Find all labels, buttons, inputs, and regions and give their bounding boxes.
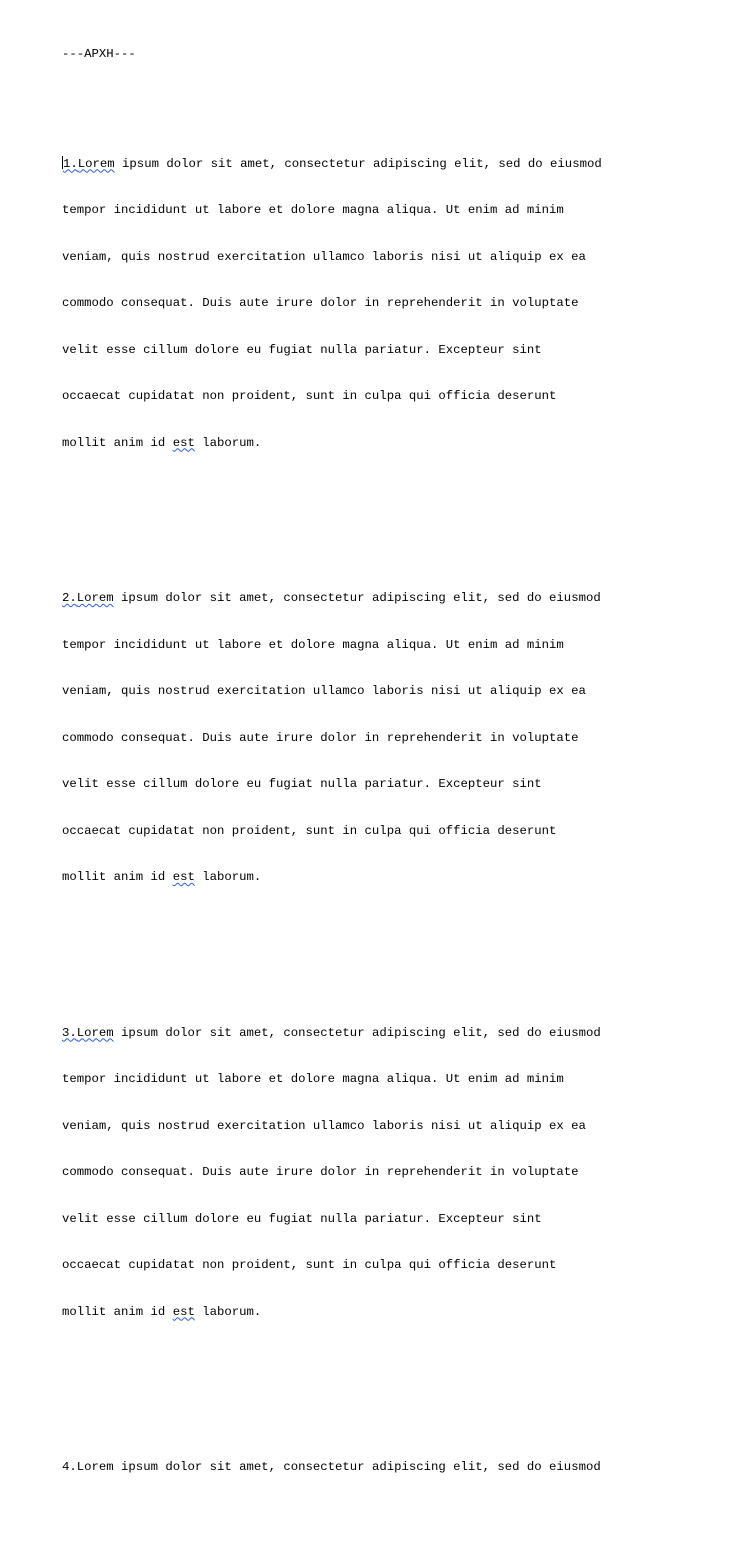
paragraph-line: commodo consequat. Duis aute irure dolor in reprehenderit in voluptate xyxy=(62,296,579,310)
paragraph-line: veniam, quis nostrud exercitation ullamco laboris nisi ut aliquip ex ea xyxy=(62,249,586,264)
paragraph-first-word: Lorem xyxy=(76,1460,114,1474)
spellcheck-flagged-word[interactable] xyxy=(63,157,115,171)
paragraph-number: 2. xyxy=(62,591,77,605)
paragraph-first-word: Lorem xyxy=(76,1025,114,1040)
spellcheck-flagged-word[interactable]: est xyxy=(172,1304,195,1319)
paragraph-line: tempor incididunt ut labore et dolore magna aliqua. Ut enim ad minim xyxy=(62,637,564,652)
line-text: ipsum dolor sit amet, consectetur adipiscing elit, sed do eiusmod xyxy=(114,156,602,171)
line-text: mollit anim id xyxy=(62,870,173,884)
line-text: mollit anim id xyxy=(62,435,173,450)
paragraph-line xyxy=(62,870,602,886)
paragraph-line: veniam, quis nostrud exercitation ullamco laboris nisi ut aliquip ex ea xyxy=(62,1118,586,1133)
paragraph-line: velit esse cillum dolore eu fugiat nulla pariatur. Excepteur sint xyxy=(62,777,542,791)
paragraph-3 xyxy=(62,995,602,1352)
document-header: ---АРХН--- xyxy=(62,47,136,61)
spellcheck-flagged-word[interactable] xyxy=(62,591,114,605)
paragraph-line xyxy=(62,1460,602,1476)
line-text: mollit anim id xyxy=(62,1304,173,1319)
paragraph-line: occaecat cupidatat non proident, sunt in culpa qui officia deserunt xyxy=(62,389,557,403)
paragraph-line: tempor incididunt ut labore et dolore magna aliqua. Ut enim ad minim xyxy=(62,1072,564,1086)
document-text-area[interactable] xyxy=(62,16,602,1554)
paragraph-number: 4. xyxy=(62,1460,77,1474)
paragraph-line xyxy=(62,436,602,452)
spellcheck-flagged-word[interactable]: est xyxy=(172,435,195,450)
paragraph-line xyxy=(62,1026,602,1042)
paragraph-line xyxy=(62,156,602,173)
paragraph-number: 3. xyxy=(62,1025,77,1040)
paragraph-line: commodo consequat. Duis aute irure dolor in reprehenderit in voluptate xyxy=(62,730,579,745)
line-text: laborum. xyxy=(194,870,262,884)
spellcheck-flagged-word[interactable] xyxy=(62,1026,114,1040)
paragraph-line xyxy=(62,591,602,607)
paragraph-number: 1. xyxy=(63,156,78,171)
paragraph-line: velit esse cillum dolore eu fugiat nulla pariatur. Excepteur sint xyxy=(62,1211,542,1226)
paragraph-2 xyxy=(62,560,602,917)
paragraph-4 xyxy=(62,1429,602,1507)
paragraph-line: veniam, quis nostrud exercitation ullamco laboris nisi ut aliquip ex ea xyxy=(62,684,586,698)
paragraph-first-word: Lorem xyxy=(77,156,115,171)
line-text: laborum. xyxy=(194,435,262,450)
line-text: ipsum dolor sit amet, consectetur adipiscing elit, sed do eiusmod xyxy=(113,1025,601,1040)
paragraph-line xyxy=(62,1305,602,1321)
paragraph-line: tempor incididunt ut labore et dolore magna aliqua. Ut enim ad minim xyxy=(62,203,564,217)
line-text: ipsum dolor sit amet, consectetur adipiscing elit, sed do eiusmod xyxy=(113,591,601,605)
paragraph-line: commodo consequat. Duis aute irure dolor in reprehenderit in voluptate xyxy=(62,1165,579,1179)
line-text: laborum. xyxy=(194,1304,262,1319)
paragraph-line: occaecat cupidatat non proident, sunt in culpa qui officia deserunt xyxy=(62,823,557,838)
paragraph-first-word: Lorem xyxy=(76,591,114,605)
line-text: ipsum dolor sit amet, consectetur adipiscing elit, sed do eiusmod xyxy=(113,1460,601,1474)
spellcheck-flagged-word[interactable]: est xyxy=(172,870,195,884)
paragraph-line: occaecat cupidatat non proident, sunt in culpa qui officia deserunt xyxy=(62,1258,557,1272)
paragraph-line: velit esse cillum dolore eu fugiat nulla pariatur. Excepteur sint xyxy=(62,342,542,357)
paragraph-1 xyxy=(62,125,602,483)
